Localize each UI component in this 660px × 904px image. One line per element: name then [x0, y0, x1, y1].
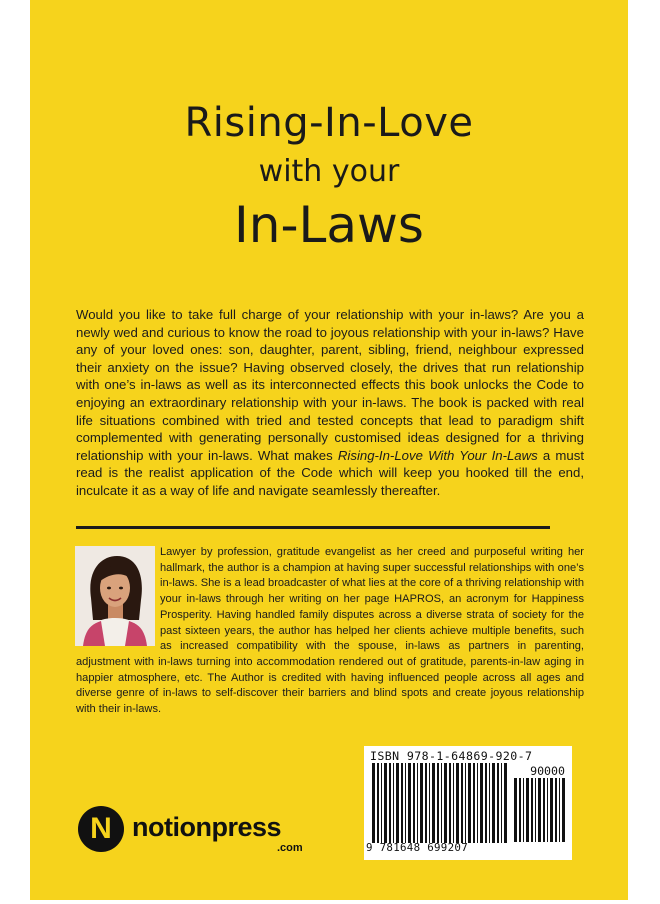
- isbn-barcode: [364, 746, 572, 860]
- barcode-bar: [526, 778, 529, 842]
- publisher-logo: [78, 806, 338, 858]
- barcode-bar: [550, 778, 553, 842]
- barcode-bar: [456, 763, 459, 843]
- ean-digits: 9 781648 699207: [366, 841, 469, 854]
- barcode-bar: [444, 763, 447, 843]
- barcode-bar: [485, 763, 487, 843]
- barcode-bar: [453, 763, 454, 843]
- barcode-bar: [473, 763, 475, 843]
- barcode-bar: [501, 763, 502, 843]
- barcode-bar: [417, 763, 418, 843]
- barcode-bar: [461, 763, 463, 843]
- barcode-bar: [420, 763, 423, 843]
- book-back-cover: [30, 0, 628, 900]
- barcode-bar: [489, 763, 490, 843]
- barcode-bar: [523, 778, 524, 842]
- barcode-bar: [492, 763, 495, 843]
- barcode-bar: [547, 778, 548, 842]
- isbn-number: ISBN 978-1-64869-920-7: [370, 749, 533, 763]
- book-title: [30, 98, 628, 256]
- barcode-bar: [543, 778, 545, 842]
- barcode-bar: [377, 763, 379, 843]
- blurb-book-title-italic: Rising-In-Love With Your In-Laws: [337, 447, 538, 463]
- publisher-name: notionpress: [132, 812, 282, 842]
- author-bio-text: Lawyer by profession, gratitude evangelist as her creed and purposeful writing her hallmark, the author is a champion at having super successful relationships with one’s in-laws. She is a lead broadcaster of what lies at the core of a thriving relationship with your in-laws through her writing on her page HAPROS, an acronym for Happiness Prosperity. Having handled family disputes across a diverse strata of society for the past sixteen years, the author has helped her clients achieve multiple benefits, such as increased compatibility with the spouse, in-laws as partners in parenting, adjustment with in-laws turning into accommodation rendered out of gratitude, parents-in-law aging in happier atmosphere, etc. The Author is credited with having influenced people across all ages and diverse genre of in-laws to self-discover their barriers and blind spots and create joyous relationship with their in-laws.: [76, 546, 584, 716]
- barcode-bar: [384, 763, 387, 843]
- book-blurb: [76, 306, 584, 500]
- publisher-logo-icon: [78, 806, 124, 852]
- barcode-bar: [531, 778, 533, 842]
- barcode-bar: [389, 763, 391, 843]
- barcode-bar: [562, 778, 565, 842]
- barcode-bar: [393, 763, 394, 843]
- section-divider: [76, 526, 550, 529]
- barcode-addon-bars: [514, 778, 566, 842]
- title-line-1: Rising-In-Love: [184, 100, 474, 146]
- barcode-bar: [504, 763, 507, 843]
- logo-letter: N: [90, 812, 112, 845]
- barcode-bar: [535, 778, 536, 842]
- barcode-bar: [405, 763, 406, 843]
- barcode-bar: [437, 763, 439, 843]
- barcode-bar: [381, 763, 382, 843]
- blurb-text-end: a must read is the realist application of the Code which will keep you hooked till the end, inculcate it as a way of life and navigate seamlessly thereafter.: [76, 447, 584, 498]
- barcode-bar: [465, 763, 466, 843]
- barcode-bar: [519, 778, 521, 842]
- barcode-bar: [514, 778, 517, 842]
- barcode-bar: [396, 763, 399, 843]
- barcode-bar: [429, 763, 430, 843]
- barcode-bar: [480, 763, 483, 843]
- barcode-bar: [413, 763, 415, 843]
- price-code: 90000: [530, 764, 565, 778]
- barcode-bar: [559, 778, 560, 842]
- barcode-bar: [555, 778, 557, 842]
- barcode-bar: [449, 763, 451, 843]
- blurb-text-start: Would you like to take full charge of your relationship with your in-laws? Are you a newly wed and curious to know the road to joyous relationship with your in-laws? Have any of your loved ones: son, daughter, parent, sibling, friend, neighbour expressed their anxiety on the issue? Having observed closely, the drives that run relationship with one’s in-laws as well as its interconnected effects this book unlocks the Code to enjoying an extraordinary relationship with your in-laws. The book is packed with real life situations combined with tried and tested concepts that lead to paradigm shift complemented with generating personally customised ideas designed for a thriving relationship with your in-laws. What makes: [76, 307, 584, 463]
- barcode-bar: [408, 763, 411, 843]
- publisher-domain: .com: [277, 842, 303, 854]
- barcode-bar: [477, 763, 478, 843]
- title-line-2: with your: [258, 154, 400, 189]
- title-line-3: In-Laws: [234, 196, 424, 254]
- barcode-bar: [432, 763, 435, 843]
- barcode-bar: [468, 763, 471, 843]
- barcode-bar: [441, 763, 442, 843]
- barcode-bars: [372, 763, 508, 843]
- barcode-bar: [372, 763, 375, 843]
- author-bio: [76, 545, 584, 718]
- barcode-bar: [497, 763, 499, 843]
- barcode-bar: [538, 778, 541, 842]
- barcode-bar: [425, 763, 427, 843]
- barcode-bar: [401, 763, 403, 843]
